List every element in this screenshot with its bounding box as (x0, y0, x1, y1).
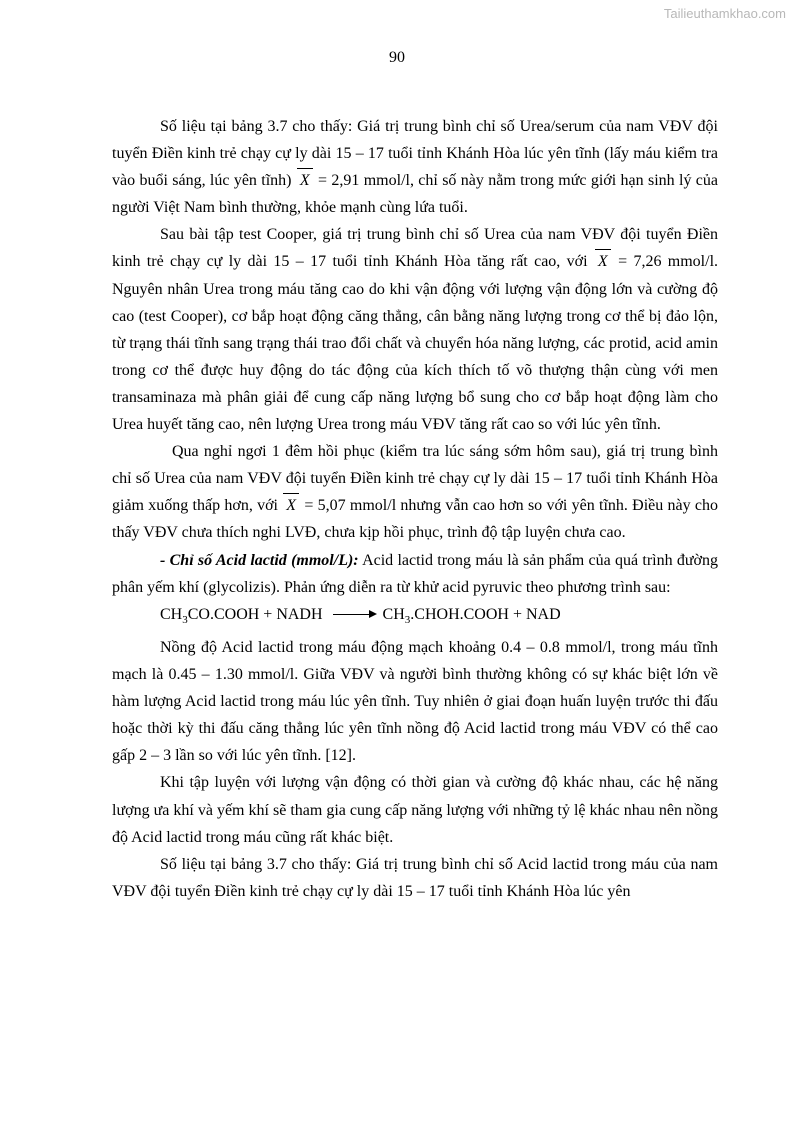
paragraph-urea-cooper (112, 221, 718, 438)
paragraph-energy-systems: Khi tập luyện với lượng vận động có thời gian và cường độ khác nhau, các hệ năng lượng ưa khí và yếm khí sẽ tham gia cung cấp năng lượng với những tỷ lệ khác nhau nên nồng độ Acid lactid trong máu cũng rất khác biệt. (112, 774, 718, 846)
subscript: 3 (404, 613, 411, 626)
section-heading: - Chỉ số Acid lactid (mmol/L): (160, 551, 359, 569)
mean-x-symbol: X (296, 167, 314, 194)
equation-text: CO.COOH + NADH (187, 605, 323, 623)
equation-text: .CHOH.COOH + NAD (410, 605, 561, 623)
page-number: 90 (389, 49, 405, 66)
paragraph-urea-recovery (112, 438, 718, 546)
paragraph-text: Sau bài tập test Cooper, giá trị trung bình chỉ số Urea của nam VĐV đội tuyển Điền kinh trẻ chạy cự ly dài 15 – 17 tuổi tỉnh Khánh Hòa tăng rất cao, với (112, 226, 718, 271)
paragraph-text: Acid lactid trong máu là sản phẩm của quá trình đường phân yếm khí (glycolizis). Phản ứng diễn ra từ khử acid pyruvic theo phương trình sau: (112, 551, 719, 596)
reaction-arrow-icon (333, 610, 377, 620)
watermark: Tailieuthamkhao.com (663, 6, 786, 21)
paragraph-acid-lactid-intro (112, 547, 718, 601)
equation-text: CH (382, 605, 405, 623)
paragraph-text: Qua nghỉ ngơi 1 đêm hồi phục (kiểm tra lúc sáng sớm hôm sau), giá trị trung bình chỉ số Urea của nam VĐV đội tuyển Điền kinh trẻ chạy cự ly dài 15 – 17 tuổi tỉnh Khánh Hòa giảm xuống thấp hơn, với (112, 443, 718, 515)
equation-text: CH (160, 605, 183, 623)
mean-x-symbol: X (282, 492, 300, 519)
paragraph-text: = 7,26 mmol/l. Nguyên nhân Urea trong máu tăng cao do khi vận động với lượng vận động lớn và cường độ cao (test Cooper), cơ bắp hoạt động căng thẳng, cân bằng năng lượng trong cơ thể bị đảo lộn, từ trạng thái tĩnh sang trạng thái trao đổi chất và chuyển hóa năng lượng, các protid, acid amin trong cơ thể được huy động do tác động của kích thích tố võ thượng thận cùng với men transaminaza mà phân giải để cung cấp năng lượng bổ sung cho cơ bắp hoạt động làm cho Urea huyết tăng cao, nên lượng Urea trong máu VĐV tăng rất cao so với lúc yên tĩnh. (112, 253, 719, 434)
paragraph-acid-lactid-levels: Nồng độ Acid lactid trong máu động mạch khoảng 0.4 – 0.8 mmol/l, trong máu tĩnh mạch là 0.45 – 1.30 mmol/l. Giữa VĐV và người bình thường không có sự khác biệt lớn về hàm lượng Acid lactid trong máu lúc yên tĩnh. Tuy nhiên ở giai đoạn huấn luyện trước thi đấu hoặc thời kỳ thi đấu căng thẳng lúc yên tĩnh nồng độ Acid lactid trong máu VĐV có thể cao gấp 2 – 3 lần so với lúc yên tĩnh. [12]. (112, 638, 718, 765)
mean-x-symbol: X (594, 248, 612, 275)
paragraph-text: = 2,91 mmol/l, chỉ số này nằm trong mức giới hạn sinh lý của người Việt Nam bình thường, khỏe mạnh cùng lứa tuổi. (112, 172, 719, 217)
document-body (112, 113, 718, 905)
paragraph-text: Số liệu tại bảng 3.7 cho thấy: Giá trị trung bình chỉ số Urea/serum của nam VĐV đội tuyển Điền kinh trẻ chạy cự ly dài 15 – 17 tuổi tỉnh Khánh Hòa lúc yên tĩnh (lấy máu kiểm tra vào buổi sáng, lúc yên tĩnh) (112, 118, 718, 190)
paragraph-acid-lactid-table: Số liệu tại bảng 3.7 cho thấy: Giá trị trung bình chỉ số Acid lactid trong máu của nam VĐV đội tuyển Điền kinh trẻ chạy cự ly dài 15 – 17 tuổi tỉnh Khánh Hòa lúc yên (112, 855, 718, 900)
chemical-equation (112, 601, 718, 634)
paragraph-urea-rest (112, 113, 718, 221)
subscript: 3 (182, 613, 188, 626)
paragraph-text: = 5,07 mmol/l nhưng vẫn cao hơn so với yên tĩnh. Điều này cho thấy VĐV chưa thích nghi LVĐ, chưa kịp hồi phục, trình độ tập luyện chưa cao. (112, 497, 719, 542)
